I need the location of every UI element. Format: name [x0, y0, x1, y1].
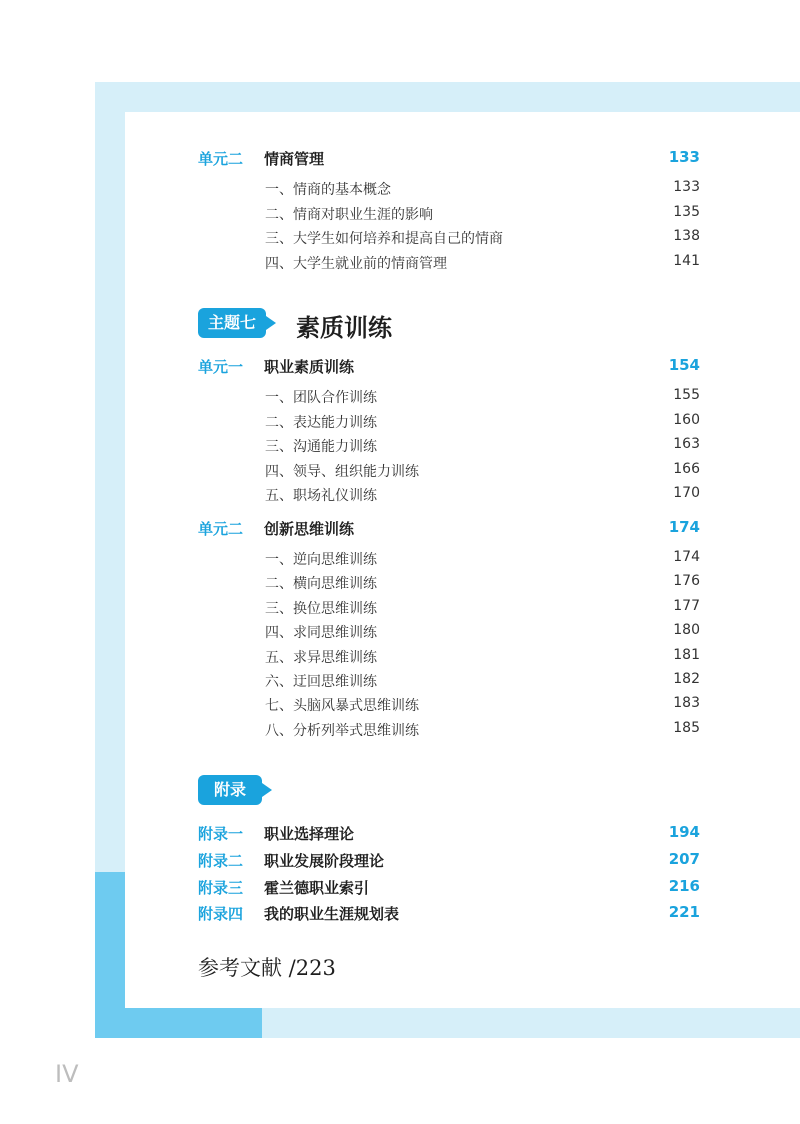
item-title: 三、换位思维训练	[265, 601, 377, 617]
unit-page: 154	[668, 356, 700, 374]
unit-title: 创新思维训练	[264, 520, 355, 538]
toc-item[interactable]	[265, 720, 700, 740]
toc-unit-innovative-thinking[interactable]	[198, 518, 700, 540]
frame-top-bar	[95, 82, 800, 112]
toc-item[interactable]	[265, 598, 700, 618]
item-page: 185	[673, 720, 700, 736]
item-page: 163	[673, 436, 700, 452]
toc-item[interactable]	[265, 622, 700, 642]
appendix-page: 194	[668, 823, 700, 841]
appendix-title: 职业选择理论	[264, 825, 355, 843]
toc-item[interactable]	[265, 204, 700, 224]
item-title: 三、大学生如何培养和提高自己的情商	[265, 231, 503, 247]
item-page: 182	[673, 671, 700, 687]
toc-item[interactable]	[265, 412, 700, 432]
page-number: IV	[55, 1060, 79, 1088]
item-title: 二、情商对职业生涯的影响	[265, 207, 433, 223]
item-page: 183	[673, 695, 700, 711]
toc-item[interactable]	[265, 647, 700, 667]
item-title: 七、头脑风暴式思维训练	[265, 698, 419, 714]
toc-unit-professional-quality[interactable]	[198, 356, 700, 378]
appendix-number: 附录一	[198, 825, 244, 843]
appendix-number: 附录三	[198, 879, 244, 897]
item-title: 八、分析列举式思维训练	[265, 723, 419, 739]
appendix-page: 207	[668, 850, 700, 868]
unit-title: 情商管理	[264, 150, 325, 168]
unit-number: 单元二	[198, 150, 244, 168]
item-title: 一、情商的基本概念	[265, 182, 391, 198]
frame-bottom-bar	[262, 1008, 800, 1038]
appendix-title: 职业发展阶段理论	[264, 852, 385, 870]
item-page: 138	[673, 228, 700, 244]
toc-item[interactable]	[265, 387, 700, 407]
references-entry[interactable]: 参考文献 /223	[198, 956, 336, 980]
toc-unit-eq-management[interactable]	[198, 148, 700, 170]
item-page: 166	[673, 461, 700, 477]
badge-arrow-icon	[266, 316, 276, 330]
appendix-number: 附录四	[198, 905, 244, 923]
item-title: 四、求同思维训练	[265, 625, 377, 641]
unit-number: 单元一	[198, 358, 244, 376]
item-title: 五、职场礼仪训练	[265, 488, 377, 504]
badge-arrow-icon	[262, 783, 272, 797]
item-page: 176	[673, 573, 700, 589]
item-title: 一、团队合作训练	[265, 390, 377, 406]
toc-item[interactable]	[265, 253, 700, 273]
item-title: 四、大学生就业前的情商管理	[265, 256, 447, 272]
item-page: 155	[673, 387, 700, 403]
toc-item[interactable]	[265, 549, 700, 569]
item-page: 180	[673, 622, 700, 638]
toc-item[interactable]	[265, 671, 700, 691]
toc-item[interactable]	[265, 573, 700, 593]
toc-item[interactable]	[265, 485, 700, 505]
item-title: 二、横向思维训练	[265, 576, 377, 592]
item-page: 160	[673, 412, 700, 428]
item-title: 五、求异思维训练	[265, 650, 377, 666]
unit-page: 133	[668, 148, 700, 166]
unit-number: 单元二	[198, 520, 244, 538]
item-page: 133	[673, 179, 700, 195]
appendix-title: 我的职业生涯规划表	[264, 905, 400, 923]
item-page: 174	[673, 549, 700, 565]
item-page: 177	[673, 598, 700, 614]
toc-item[interactable]	[265, 179, 700, 199]
frame-left-bar	[95, 82, 125, 872]
toc-appendix-item[interactable]	[198, 850, 700, 872]
appendix-badge-label: 附录	[214, 780, 247, 799]
unit-title: 职业素质训练	[264, 358, 355, 376]
theme-badge-label: 主题七	[208, 313, 257, 332]
toc-appendix-item[interactable]	[198, 903, 700, 925]
item-title: 四、领导、组织能力训练	[265, 464, 419, 480]
toc-item[interactable]	[265, 461, 700, 481]
toc-item[interactable]	[265, 436, 700, 456]
toc-item[interactable]	[265, 228, 700, 248]
item-page: 170	[673, 485, 700, 501]
toc-appendix-item[interactable]	[198, 823, 700, 845]
unit-page: 174	[668, 518, 700, 536]
appendix-page: 221	[668, 903, 700, 921]
item-page: 181	[673, 647, 700, 663]
item-title: 二、表达能力训练	[265, 415, 377, 431]
appendix-number: 附录二	[198, 852, 244, 870]
toc-appendix-item[interactable]	[198, 877, 700, 899]
theme-title: 素质训练	[296, 313, 392, 342]
item-page: 141	[673, 253, 700, 269]
item-page: 135	[673, 204, 700, 220]
appendix-badge	[198, 775, 262, 805]
appendix-page: 216	[668, 877, 700, 895]
theme-badge	[198, 308, 266, 338]
item-title: 一、逆向思维训练	[265, 552, 377, 568]
appendix-title: 霍兰德职业索引	[264, 879, 370, 897]
item-title: 三、沟通能力训练	[265, 439, 377, 455]
item-title: 六、迂回思维训练	[265, 674, 377, 690]
frame-bottom-accent	[95, 1008, 262, 1038]
toc-item[interactable]	[265, 695, 700, 715]
